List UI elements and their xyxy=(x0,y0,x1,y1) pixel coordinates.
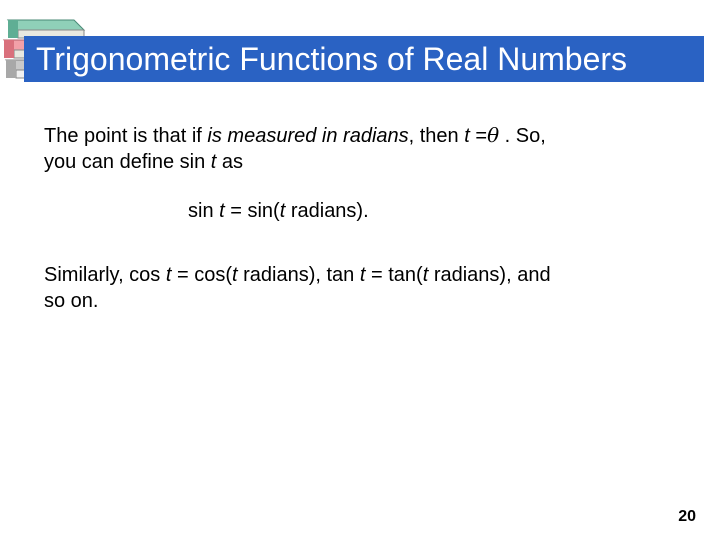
variable-t: t xyxy=(165,264,172,286)
paragraph-line xyxy=(44,122,546,149)
text-run: sin xyxy=(188,200,220,222)
variable-t: t xyxy=(359,264,366,286)
text-run: , then xyxy=(408,125,465,147)
paragraph-radians-definition xyxy=(44,122,546,175)
paragraph-line xyxy=(44,288,551,314)
text-run-italic: is measured in radians xyxy=(207,125,409,147)
variable-t: t xyxy=(464,125,470,147)
text-run: = cos( xyxy=(171,264,233,286)
paragraph-line xyxy=(44,149,546,175)
variable-t: t xyxy=(279,200,286,222)
text-run: Similarly, cos xyxy=(44,264,166,286)
text-run: radians), tan xyxy=(237,264,360,286)
text-run: radians). xyxy=(285,200,369,222)
text-run: = sin( xyxy=(224,200,280,222)
text-run: as xyxy=(216,151,244,173)
text-run: = xyxy=(469,125,488,147)
theta-symbol: θ xyxy=(487,123,500,147)
equation-sin-t xyxy=(188,198,369,224)
slide-title: Trigonometric Functions of Real Numbers xyxy=(36,41,628,77)
variable-t: t xyxy=(422,264,429,286)
text-run: . So, xyxy=(499,125,546,147)
paragraph-similarly xyxy=(44,262,551,314)
text-run: so on. xyxy=(44,290,99,312)
text-run: radians), and xyxy=(428,264,551,286)
variable-t: t xyxy=(232,264,238,286)
variable-t: t xyxy=(219,200,225,222)
text-run: you can define sin xyxy=(44,151,211,173)
page-number: 20 xyxy=(678,508,696,525)
text-run: = tan( xyxy=(365,264,423,286)
variable-t: t xyxy=(210,151,217,173)
text-run: The point is that if xyxy=(44,125,208,147)
paragraph-line xyxy=(44,262,551,288)
